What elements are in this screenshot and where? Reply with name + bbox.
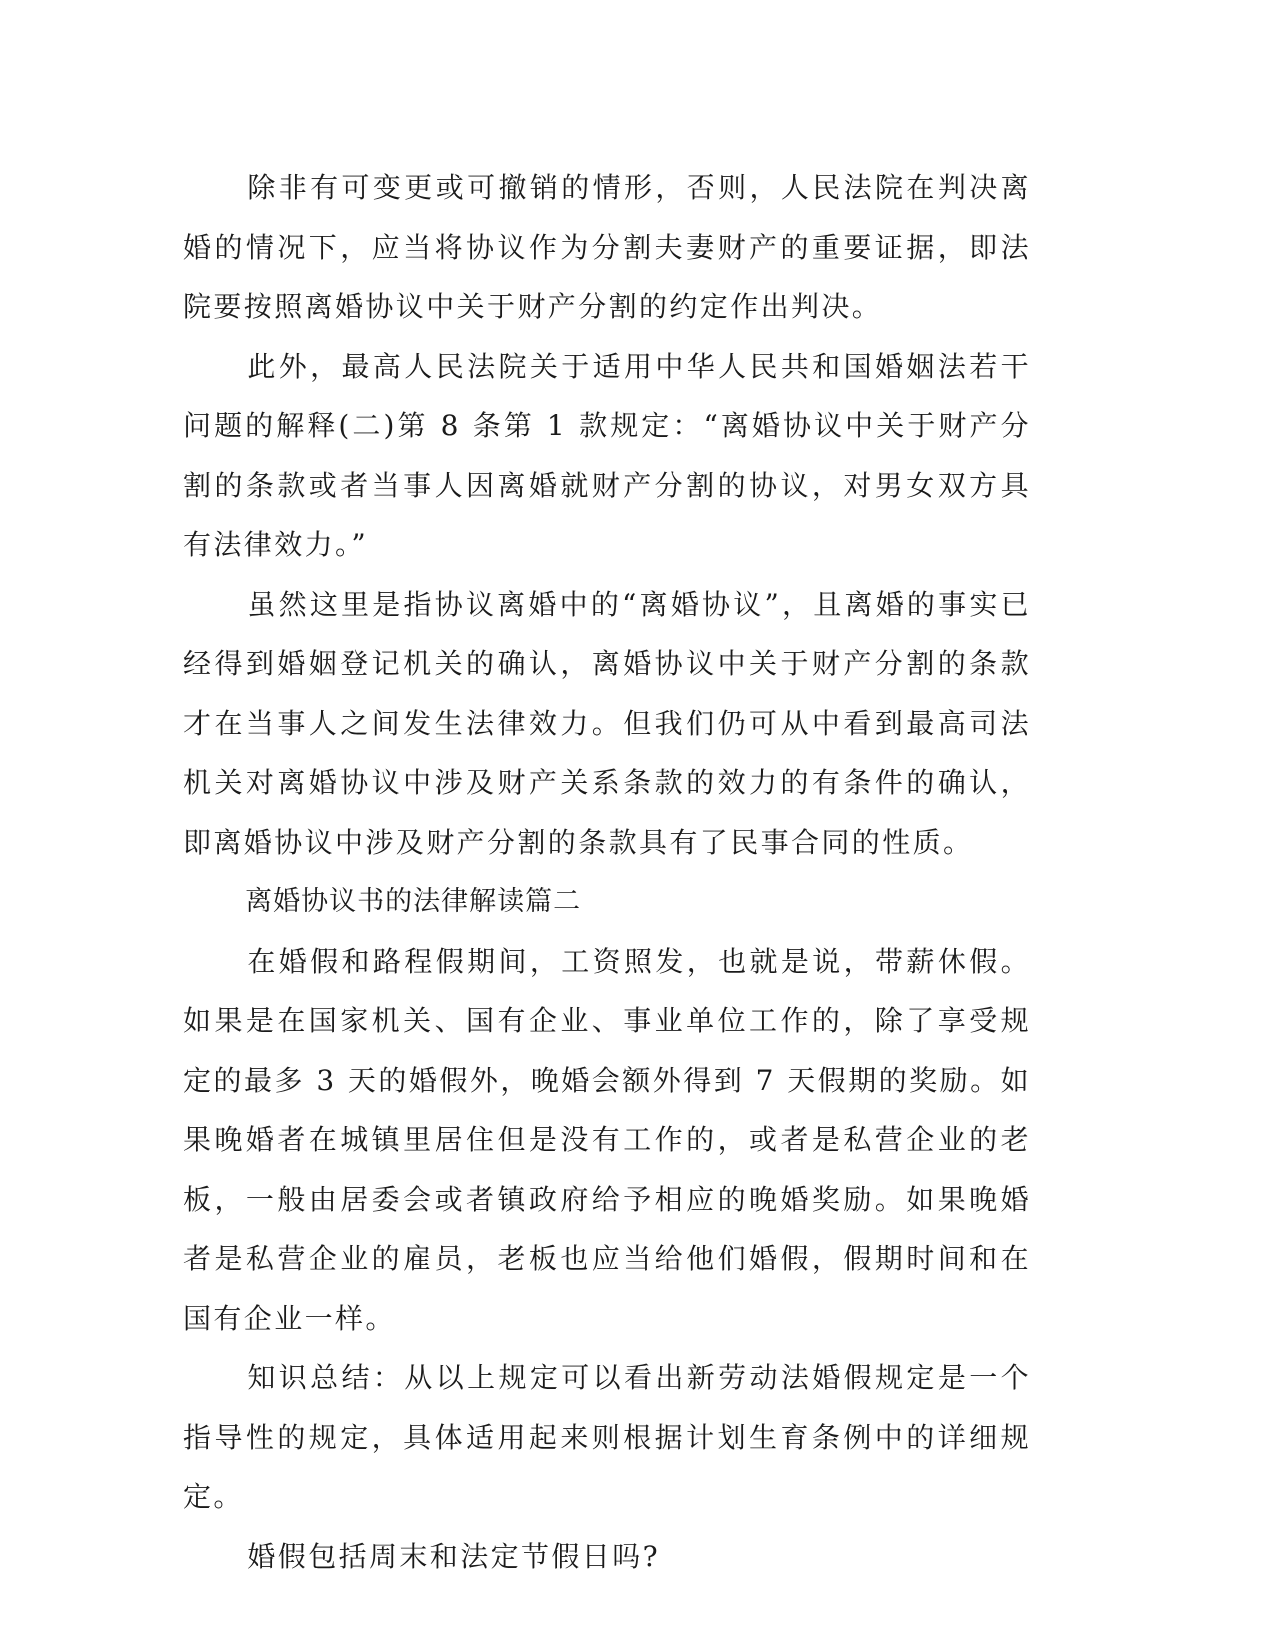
paragraph-knowledge-summary: 知识总结：从以上规定可以看出新劳动法婚假规定是一个指导性的规定，具体适用起来则根据计划生育条例中的详细规定。 xyxy=(183,1361,1031,1513)
paragraph-question: 婚假包括周末和法定节假日吗? xyxy=(247,1539,661,1573)
paragraph-marriage-leave-pay: 在婚假和路程假期间，工资照发，也就是说，带薪休假。如果是在国家机关、国有企业、事业单位工作的，除了享受规定的最多 3 天的婚假外，晚婚会额外得到 7 天假期的奖励。如果晚婚者在城镇里居住但是没有工作的，或者是私营企业的老板，一般由居委会或者镇政府给予相应的晚婚奖励。如果晚婚者是私营企业的雇员，老板也应当给他们婚假，假期时间和在国有企业一样。 xyxy=(183,944,1031,1335)
paragraph-agreement-validity: 虽然这里是指协议离婚中的“离婚协议”，且离婚的事实已经得到婚姻登记机关的确认，离婚协议中关于财产分割的条款才在当事人之间发生法律效力。但我们仍可从中看到最高司法机关对离婚协议中涉及财产关系条款的效力的有条件的确认，即离婚协议中涉及财产分割的条款具有了民事合同的性质。 xyxy=(183,587,1031,859)
document-body xyxy=(183,158,1031,1586)
paragraph-property-division-ruling: 除非有可变更或可撤销的情形，否则，人民法院在判决离婚的情况下，应当将协议作为分割夫妻财产的重要证据，即法院要按照离婚协议中关于财产分割的约定作出判决。 xyxy=(183,171,1031,323)
section-heading: 离婚协议书的法律解读篇二 xyxy=(245,886,582,917)
paragraph-judicial-interpretation: 此外，最高人民法院关于适用中华人民共和国婚姻法若干问题的解释(二)第 8 条第 1 款规定：“离婚协议中关于财产分割的条款或者当事人因离婚就财产分割的协议，对男女双方具有法律效力。” xyxy=(183,349,1031,561)
